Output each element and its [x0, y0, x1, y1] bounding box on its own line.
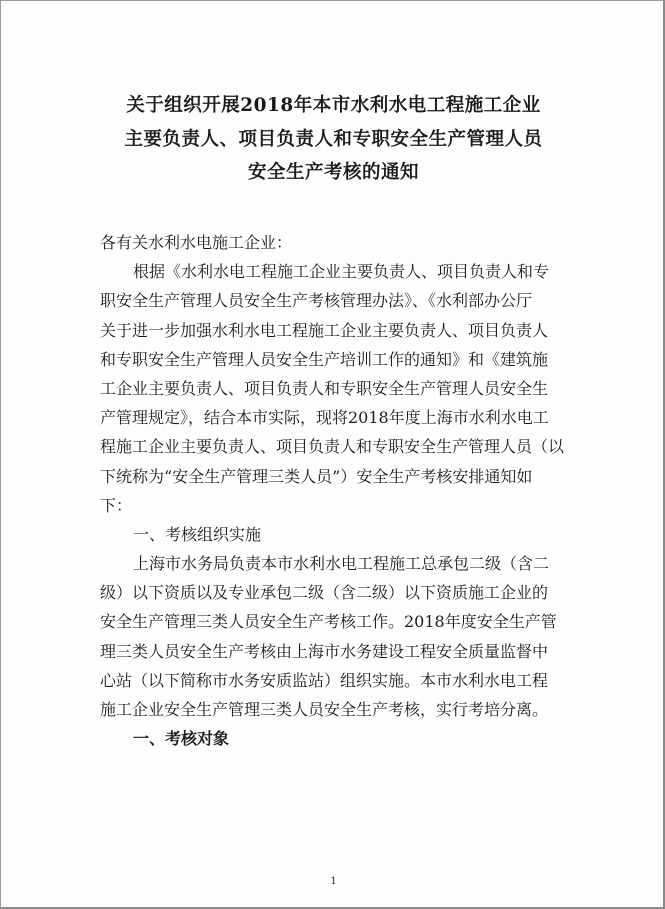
page-number: 1: [330, 876, 337, 887]
paragraph-line: 根据《水利水电工程施工企业主要负责人、项目负责人和专: [133, 262, 550, 282]
title-line: 主要负责人、项目负责人和专职安全生产管理人员: [124, 128, 543, 150]
paragraph-line: 下统称为“安全生产管理三类人员”）安全生产考核安排通知如: [100, 466, 533, 486]
paragraph-line: 施工企业安全生产管理三类人员安全生产考核，实行考培分离。: [100, 700, 549, 719]
title-line: 安全生产考核的通知: [247, 162, 419, 183]
paragraph-basis: [100, 257, 582, 520]
section-heading-organization: 一、考核组织实施: [133, 524, 262, 544]
salutation: 各有关水利水电施工企业：: [100, 233, 293, 252]
paragraph-line: 下：: [100, 495, 133, 515]
title-line: 关于组织开展2018年本市水利水电工程施工企业: [126, 95, 541, 116]
paragraph-line: 产管理规定》，结合本市实际，现将2018年度上海市水利水电工: [100, 408, 549, 428]
paragraph-line: 工企业主要负责人、项目负责人和专职安全生产管理人员安全生: [100, 378, 549, 398]
paragraph-line: 级）以下资质以及专业承包二级（含二级）以下资质施工企业的: [100, 583, 549, 603]
section-heading-subjects: 一、考核对象: [133, 729, 230, 749]
paragraph-line: 心站（以下简称市水务安质监站）组织实施。本市水利水电工程: [100, 670, 549, 690]
paragraph-line: 上海市水务局负责本市水利水电工程施工总承包二级（含二: [133, 554, 550, 574]
paragraph-line: 关于进一步加强水利水电工程施工企业主要负责人、项目负责人: [100, 320, 549, 340]
document-body: [100, 228, 582, 753]
paragraph-line: 安全生产管理三类人员安全生产考核工作。2018年度安全生产管: [100, 612, 557, 632]
paragraph-organization: [100, 549, 582, 724]
paragraph-line: 职安全生产管理人员安全生产考核管理办法》、《水利部办公厅: [100, 291, 533, 311]
paragraph-line: 程施工企业主要负责人、项目负责人和专职安全生产管理人员（以: [100, 437, 565, 457]
paragraph-line: 和专职安全生产管理人员安全生产培训工作的通知》和《建筑施: [100, 349, 549, 369]
paragraph-line: 理三类人员安全生产考核由上海市水务建设工程安全质量监督中: [100, 641, 549, 661]
document-title: [1, 89, 665, 190]
